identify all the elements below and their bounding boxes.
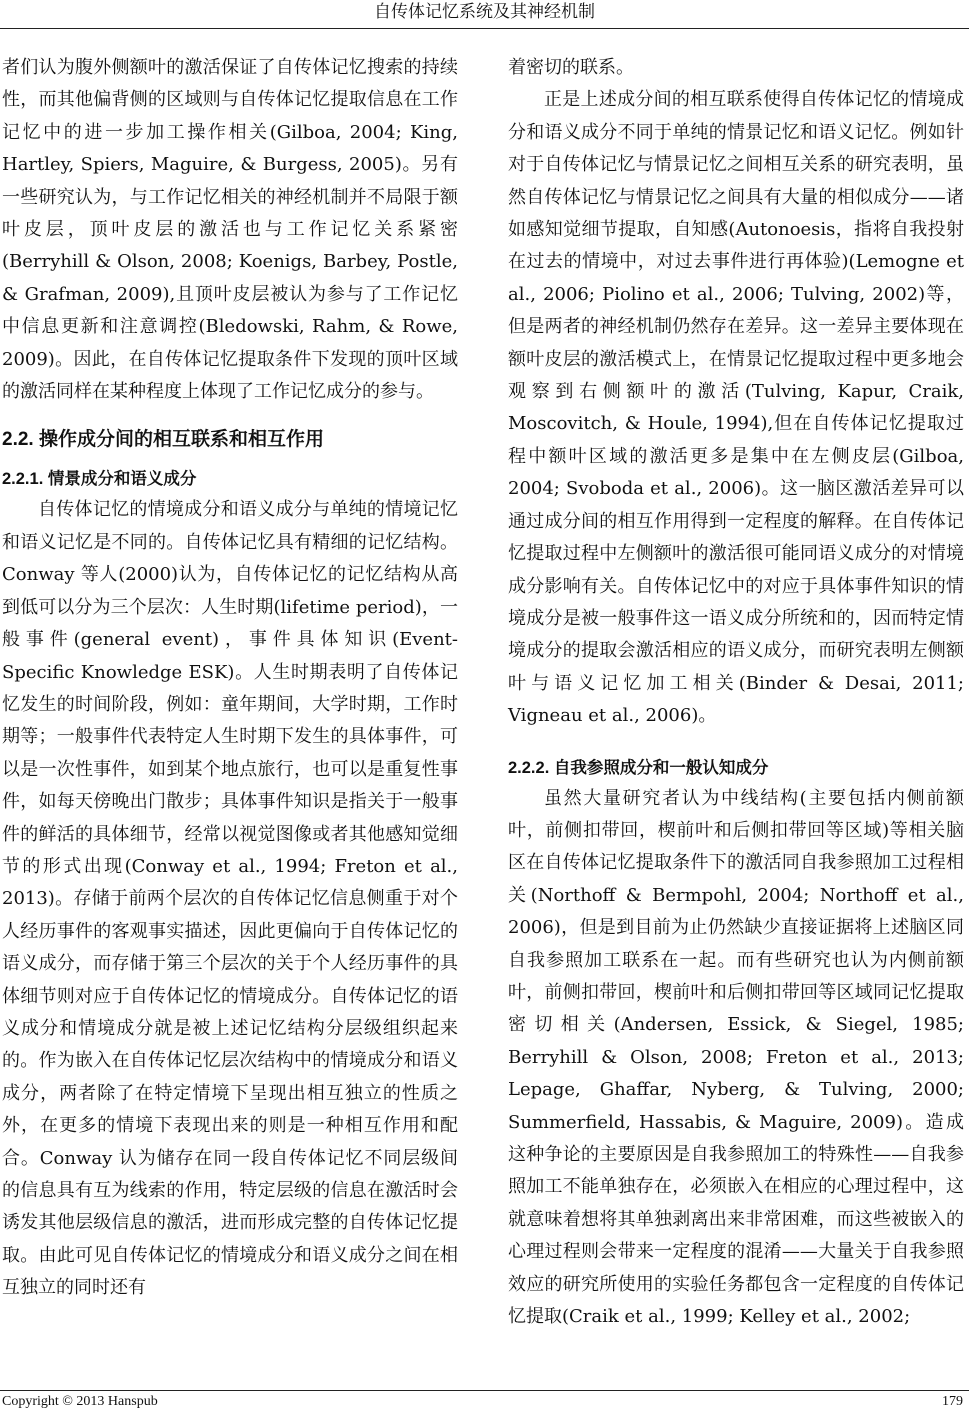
footer-divider <box>0 1390 969 1391</box>
body-paragraph: 自传体记忆的情境成分和语义成分与单纯的情境记忆和语义记忆是不同的。自传体记忆具有精细的记忆结构。Conway 等人(2000)认为，自传体记忆的记忆结构从高到低可以分为三个层次：人生时期(lifetime period)，一般事件(general event)，事件具体知识(Event-Specific Knowledge ESK)。人生时期表明了自传体记忆发生的时间阶段，例如：童年期间，大学时期，工作时期等；一般事件代表特定人生时期下发生的具体事件，可以是一次性事件，如到某个地点旅行，也可以是重复性事件，如每天傍晚出门散步；具体事件知识是指关于一般事件的鲜活的具体细节，经常以视觉图像或者其他感知觉细节的形式出现(Conway et al., 1994; Freton et al., 2013)。存储于前两个层次的自传体记忆信息侧重于对个人经历事件的客观事实描述，因此更偏向于自传体记忆的语义成分，而存储于第三个层次的关于个人经历事件的具体细节则对应于自传体记忆的情境成分。自传体记忆的语义成分和情境成分就是被上述记忆结构分层级组织起来的。作为嵌入在自传体记忆层次结构中的情境成分和语义成分，两者除了在特定情境下呈现出相互独立的性质之外，在更多的情境下表现出来的则是一种相互作用和配合。Conway 认为储存在同一段自传体记忆不同层级间的信息具有互为线索的作用，特定层级的信息在激活时会诱发其他层级信息的激活，进而形成完整的自传体记忆提取。由此可见自传体记忆的情境成分和语义成分之间在相互独立的同时还有 <box>2 499 458 1299</box>
subsection-heading-2-2-2: 2.2.2. 自我参照成分和一般认知成分 <box>508 758 769 777</box>
subsection-heading-2-2-1: 2.2.1. 情景成分和语义成分 <box>2 470 197 489</box>
page-number: 179 <box>942 1394 963 1409</box>
right-column <box>508 52 964 1333</box>
copyright-notice: Copyright © 2013 Hanspub <box>2 1394 158 1409</box>
running-header: 自传体记忆系统及其神经机制 <box>374 2 595 22</box>
body-paragraph: 者们认为腹外侧额叶的激活保证了自传体记忆搜索的持续性，而其他偏背侧的区域则与自传体记忆提取信息在工作记忆中的进一步加工操作相关(Gilboa, 2004; King, Hartley, Spiers, Maguire, & Burgess, 2005)。另有一些研究认为，与工作记忆相关的神经机制并不局限于额叶皮层，顶叶皮层的激活也与工作记忆关系紧密(Berryhill & Olson, 2008; Koenigs, Barbey, Postle, & Grafman, 2009),且顶叶皮层被认为参与了工作记忆中信息更新和注意调控(Bledowski, Rahm, & Rowe, 2009)。因此，在自传体记忆提取条件下发现的顶叶区域的激活同样在某种程度上体现了工作记忆成分的参与。 <box>2 57 458 403</box>
section-heading-2-2: 2.2. 操作成分间的相互联系和相互作用 <box>2 429 324 451</box>
left-column <box>2 52 458 1305</box>
body-paragraph: 虽然大量研究者认为中线结构(主要包括内侧前额叶，前侧扣带回，楔前叶和后侧扣带回等区域)等相关脑区在自传体记忆提取条件下的激活同自我参照加工过程相关(Northoff & Bermpohl, 2004; Northoff et al., 2006)，但是到目前为止仍然缺少直接证据将上述脑区同自我参照加工联系在一起。而有些研究也认为内侧前额叶，前侧扣带回，楔前叶和后侧扣带回等区域同记忆提取密切相关(Andersen, Essick, & Siegel, 1985; Berryhill & Olson, 2008; Freton et al., 2013; Lepage, Ghaffar, Nyberg, & Tulving, 2000; Summerfield, Hassabis, & Maguire, 2009)。造成这种争论的主要原因是自我参照加工的特殊性——自我参照加工不能单独存在，必须嵌入在相应的心理过程中，这就意味着想将其单独剥离出来非常困难，而这些被嵌入的心理过程则会带来一定程度的混淆——大量关于自我参照效应的研究所使用的实验任务都包含一定程度的自传体记忆提取(Craik et al., 1999; Kelley et al., 2002; <box>508 787 964 1328</box>
header-divider <box>0 28 969 29</box>
body-paragraph: 正是上述成分间的相互联系使得自传体记忆的情境成分和语义成分不同于单纯的情景记忆和语义记忆。例如针对于自传体记忆与情景记忆之间相互关系的研究表明，虽然自传体记忆与情景记忆之间具有大量的相似成分——诸如感知觉细节提取，自知感(Autonoesis，指将自我投射在过去的情境中，对过去事件进行再体验)(Lemogne et al., 2006; Piolino et al., 2006; Tulving, 2002)等，但是两者的神经机制仍然存在差异。这一差异主要体现在额叶皮层的激活模式上，在情景记忆提取过程中更多地会观察到右侧额叶的激活(Tulving, Kapur, Craik, Moscovitch, & Houle, 1994),但在自传体记忆提取过程中额叶区域的激活更多是集中在左侧皮层(Gilboa, 2004; Svoboda et al., 2006)。这一脑区激活差异可以通过成分间的相互作用得到一定程度的解释。在自传体记忆提取过程中左侧额叶的激活很可能同语义成分的对情境成分影响有关。自传体记忆中的对应于具体事件知识的情境成分是被一般事件这一语义成分所统和的，因而特定情境成分的提取会激活相应的语义成分，而研究表明左侧额叶与语义记忆加工相关(Binder & Desai, 2011; Vigneau et al., 2006)。 <box>508 89 964 727</box>
body-paragraph: 着密切的联系。 <box>508 57 634 78</box>
